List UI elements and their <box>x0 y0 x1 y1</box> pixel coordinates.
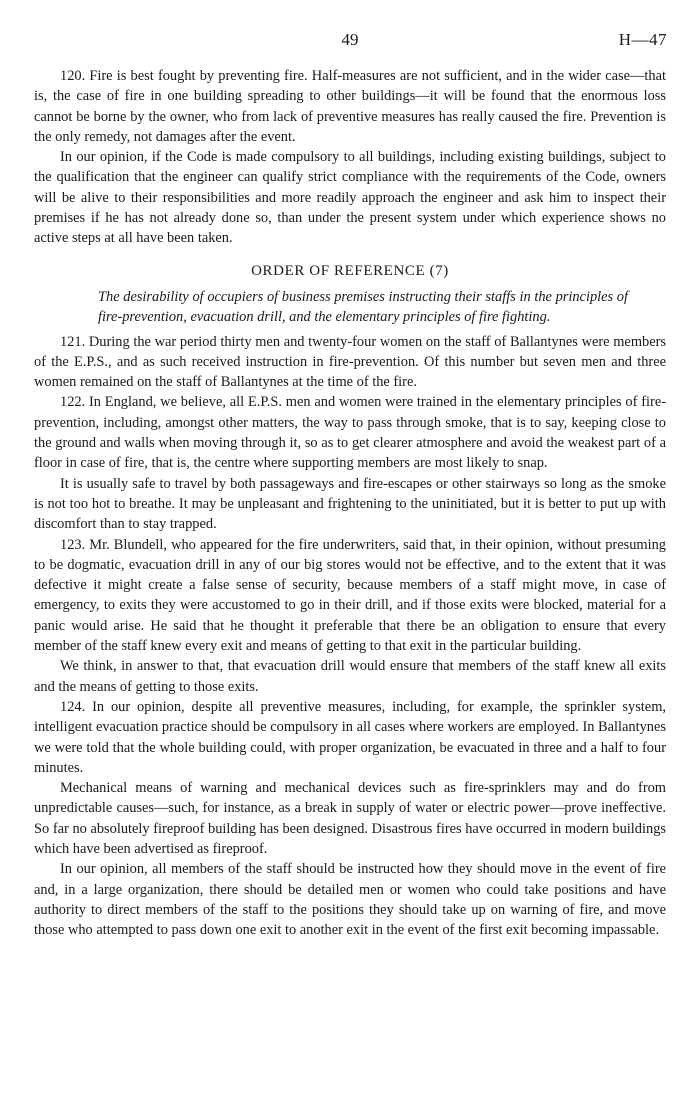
paragraph-120-continued: In our opinion, if the Code is made compulsory to all buildings, including existing buildings, subject to the qualification that the engineer can qualify strict compliance with the requirements of the Code, owners will be alive to their responsibilities and more readily approach the engineer and ask him to inspect their premises if he has not already done so, than under the present system under which experience shows no active steps at all have been taken. <box>34 149 666 247</box>
body-text <box>34 66 666 940</box>
paragraph-124: 124. In our opinion, despite all preventive measures, including, for example, the sprinkler system, intelligent evacuation practice should be compulsory in all cases where workers are employed. In Ballantynes we were told that the whole building could, with proper organization, be evacuated in three and a half to four minutes. <box>34 698 666 776</box>
section-subtitle: The desirability of occupiers of business premises instructing their staffs in the principles of fire-prevention, evacuation drill, and the elementary principles of fire fighting. <box>98 288 628 326</box>
section-heading: ORDER OF REFERENCE (7) <box>251 262 449 279</box>
paragraph-124-final: In our opinion, all members of the staff should be instructed how they should move in the event of fire and, in a large organization, there should be detailed men or women who could take positions and have authority to direct members of the staff to the positions they should take up on warning of fire, and move those who attempted to pass down one exit to another exit in the event of the first exit becoming impassable. <box>34 861 666 939</box>
paragraph-123: 123. Mr. Blundell, who appeared for the fire underwriters, said that, in their opinion, without presuming to be dogmatic, evacuation drill in any of our big stores would not be effective, and to the extent that it was defective it might create a false sense of security, because members of a staff might move, in case of emergency, to exits they were accustomed to go in their drill, and if those exits were blocked, material for a panic would arise. He said that he thought it preferable that there be an obligation to ensure that every member of the staff knew every exit and means of getting to that exit in the particular building. <box>34 536 666 655</box>
page-number: 49 <box>341 30 359 49</box>
paragraph-123-continued: We think, in answer to that, that evacuation drill would ensure that members of the staff knew all exits and the means of getting to those exits. <box>34 658 666 695</box>
paragraph-124-continued: Mechanical means of warning and mechanical devices such as fire-sprinklers may and do from unpredictable causes—such, for instance, as a break in supply of water or electric power—prove ineffective. So far no absolutely fireproof building has been designed. Disastrous fires have occurred in modern buildings which have been advertised as fireproof. <box>34 780 666 857</box>
paragraph-122-continued: It is usually safe to travel by both passageways and fire-escapes or other stairways so long as the smoke is not too hot to breathe. It may be unpleasant and frightening to the uninitiated, but it is better to put up with discomfort than to stay trapped. <box>34 475 666 533</box>
paragraph-122: 122. In England, we believe, all E.P.S. men and women were trained in the elementary principles of fire-prevention, including, amongst other matters, the way to pass through smoke, that is to say, keeping close to the ground and walls when moving through it, so as to get clearer atmosphere and avoid the weakest part of a floor in case of fire, that is, the centre where supporting members are most likely to snap. <box>34 394 666 472</box>
paragraph-120: 120. Fire is best fought by preventing fire. Half-measures are not sufficient, and in the wider case—that is, the case of fire in one building spreading to other buildings—it will be found that the enormous loss cannot be borne by the owner, who from lack of preventive measures has really caused the fire. Prevention is the only remedy, not damages after the event. <box>34 68 666 145</box>
paragraph-121: 121. During the war period thirty men and twenty-four women on the staff of Ballantynes were members of the E.P.S., and as such received instruction in fire-prevention. Of this number but seven men and three women remained on the staff of Ballantynes at the time of the fire. <box>34 333 666 391</box>
document-reference: H—47 <box>618 30 667 49</box>
